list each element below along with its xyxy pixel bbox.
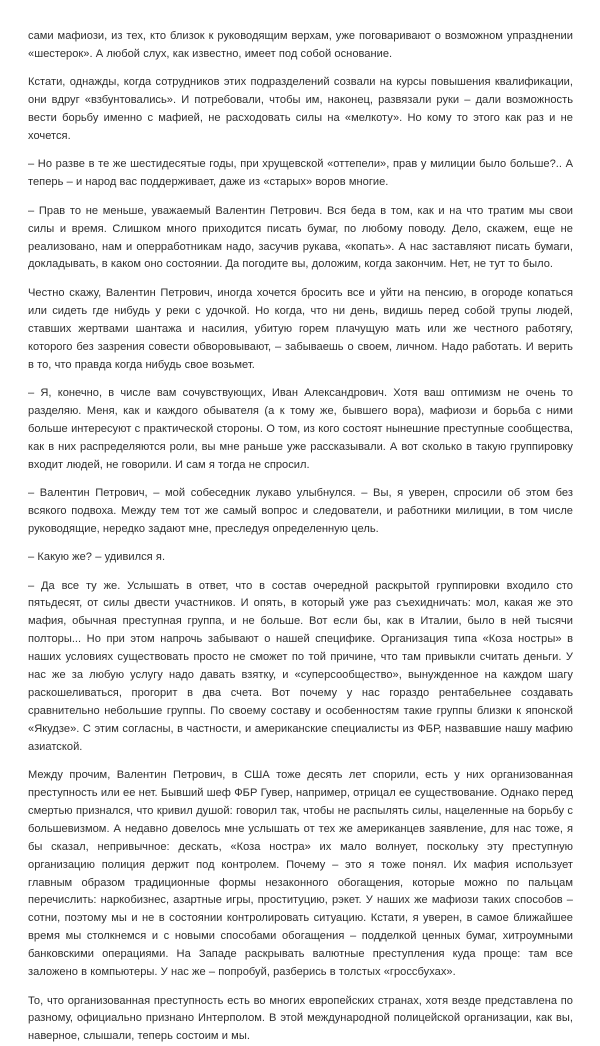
paragraph: Кстати, однажды, когда сотрудников этих подразделений созвали на курсы повышения квалификации, они вдруг «взбунтовались». И потребовали, чтобы им, наконец, развязали руки – дали возможность вести борьбу именно с мафией, не расходовать силы на «мелкоту». Но кому то этого как раз и не хочется. bbox=[28, 74, 573, 146]
paragraph: – Какую же? – удивился я. bbox=[28, 549, 573, 567]
paragraph: – Я, конечно, в числе вам сочувствующих, Иван Александрович. Хотя ваш оптимизм не очень то разделяю. Меня, как и каждого обывателя (а к тому же, бывшего вора), мафиози и борьба с ними больше интересуют с практической стороны. О том, из кого состоят нынешние преступные сообщества, как в них распределяются роли, вы мне раньше уже рассказывали. А вот сколько в такую группировку входит людей, не говорили. И сам я тогда не спросил. bbox=[28, 385, 573, 475]
paragraph: – Валентин Петрович, – мой собеседник лукаво улыбнулся. – Вы, я уверен, спросили об этом без всякого подвоха. Между тем тот же самый вопрос и следователи, и работники милиции, в том числе руководящие, нередко задают мне, преследуя определенную цель. bbox=[28, 485, 573, 539]
paragraph: Честно скажу, Валентин Петрович, иногда хочется бросить все и уйти на пенсию, в огороде копаться или сидеть где нибудь у реки с удочкой. Но когда, что ни день, видишь перед собой трупы людей, ставших жертвами шантажа и насилия, убитую горем плачущую мать или же честного работягу, которого без зазрения совести обворовывают, – забываешь о своем, личном. Надо работать. И верить в то, что правда когда нибудь свое возьмет. bbox=[28, 285, 573, 375]
document-text-body bbox=[28, 28, 573, 1046]
paragraph: – Да все ту же. Услышать в ответ, что в состав очередной раскрытой группировки входило сто пятьдесят, от силы двести участников. И опять, в который уже раз съехидничать: мол, какая же это мафия, обычная преступная группа, и не больше. Вот если бы, как в Италии, было в ней тысячи полторы... Но при этом напрочь забывают о нашей специфике. Организация типа «Коза ностры» в наших условиях существовать просто не сможет по той причине, что там привыкли считать деньги. У нас же за любую услугу надо давать взятку, и «суперсообщество», вынужденное на каждом шагу раскошеливаться, прогорит в два счета. Вот почему у нас гораздо рентабельнее создавать сравнительно небольшие группы. По своему составу и особенностям такие группы близки к японской «Якудзе». С этим согласны, в частности, и американские специалисты из ФБР, назвавшие нашу мафию азиатской. bbox=[28, 578, 573, 757]
paragraph: Между прочим, Валентин Петрович, в США тоже десять лет спорили, есть у них организованная преступность или ее нет. Бывший шеф ФБР Гувер, например, отрицал ее существование. Однако перед смертью признался, что кривил душой: говорил так, чтобы не распылять силы, нацеленные на борьбу с большевизмом. А недавно довелось мне услышать от тех же американцев заявление, для нас тоже, я бы сказал, непривычное: дескать, «Коза ностра» их мало волнует, поскольку эту преступную организацию полиция держит под контролем. Почему – это я тоже понял. Их мафия использует главным образом традиционные формы незаконного обогащения, которые можно по пальцам перечислить: наркобизнес, азартные игры, проституцию, рэкет. У наших же мафиози таких способов – сотни, поэтому мы и не в состоянии контролировать ситуацию. Кстати, я уверен, в самое ближайшее время мы столкнемся и с новыми способами обогащения – подделкой ценных бумаг, хитроумными банковскими операциями. На Западе раскрывать валютные преступления куда проще: там все заложено в компьютеры. У нас же – попробуй, разберись в толстых «гроссбухах». bbox=[28, 767, 573, 982]
paragraph: – Но разве в те же шестидесятые годы, при хрущевской «оттепели», прав у милиции было больше?.. А теперь – и народ вас поддерживает, даже из «старых» воров многие. bbox=[28, 156, 573, 192]
paragraph: сами мафиози, из тех, кто близок к руководящим верхам, уже поговаривают о возможном упразднении «шестерок». А любой слух, как известно, имеет под собой основание. bbox=[28, 28, 573, 64]
paragraph: – Прав то не меньше, уважаемый Валентин Петрович. Вся беда в том, как и на что тратим мы свои силы и время. Слишком много приходится писать бумаг, по любому поводу. Дело, скажем, еще не реализовано, нам и оперработникам надо, засучив рукава, «копать». А нас заставляют писать бумаги, докладывать, в каком оно состоянии. Да погодите вы, доложим, когда закончим. Нет, не тут то было. bbox=[28, 203, 573, 275]
paragraph: То, что организованная преступность есть во многих европейских странах, хотя везде представлена по разному, официально признано Интерполом. В этой международной полицейской организации, как вы, наверное, слышали, теперь состоим и мы. bbox=[28, 993, 573, 1046]
